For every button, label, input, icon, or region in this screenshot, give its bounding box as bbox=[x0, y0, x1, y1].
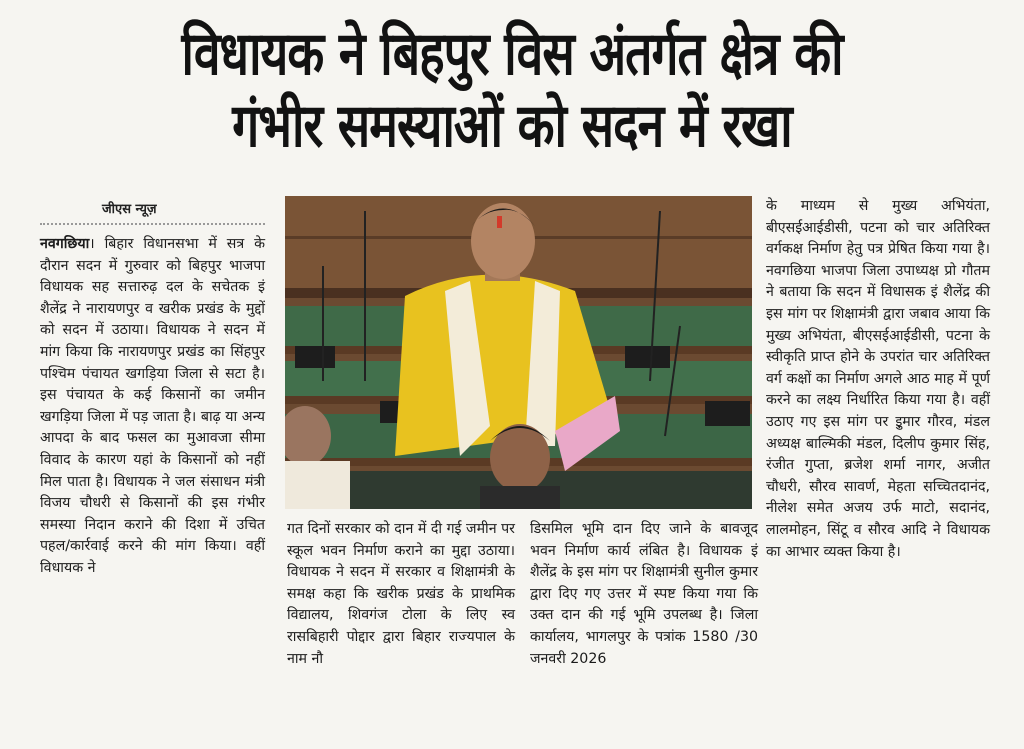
headline-line-2: गंभीर समस्याओं को सदन में रखा bbox=[232, 90, 792, 161]
article-column-2b: डिसमिल भूमि दान दिए जाने के बावजूद भवन निर्माण कार्य लंबित है। विधायक इं शैलेंद्र के इस मांग पर शिक्षामंत्री सुनील कुमार द्वारा दिए गए उत्तर में स्पष्ट किया गया कि उक्त दान की गई भूमि उपलब्ध है। जिला कार्यालय, भागलपुर के पत्रांक 1580 /30 जनवरी 2026 bbox=[530, 521, 758, 667]
column-1-text: । बिहार विधानसभा में सत्र के दौरान सदन में गुरुवार को बिहपुर भाजपा विधायक सह सत्तारुढ़ दल के सचेतक इं शैलेंद्र ने नारायणपुर व खरीक प्रखंड के मुद्दों को सदन में उठाया। विधायक ने सदन में मांग किया कि नारायणपुर प्रखंड का सिंहपुर पश्चिम पंचायत खगड़िया जिला से सटा है। इस पंचायत के कई किसानों का जमीन खगड़िया जिला में पड़ जाता है। बाढ़ या अन्य आपदा के बाद फसल का मुआवजा सीमा विवाद के कारण यहां के किसानों को नहीं मिल पाता है। विधायक ने जल संसाधन मंत्री विजय चौधरी से किसानों की इस गंभीर समस्या निदान कराने की दिशा में उचित पहल/कार्रवाई करने की मांग किया। वहीं विधायक ने bbox=[40, 236, 265, 576]
byline-text: जीएस न्यूज़ bbox=[102, 202, 157, 217]
article-column-2a: गत दिनों सरकार को दान में दी गई जमीन पर स्कूल भवन निर्माण कराने का मुद्दा उठाया। विधायक ने सदन में सरकार व शिक्षामंत्री के समक्ष कहा कि खरीक प्रखंड के प्राथमिक विद्यालय, शिवगंज टोला के लिए स्व रासबिहारी पोद्दार द्वारा बिहार राज्यपाल के नाम नौ bbox=[287, 521, 515, 667]
photo-illustration bbox=[285, 196, 752, 509]
article-column-3: के माध्यम से मुख्य अभियंता, बीएसईआईडीसी, पटना को चार अतिरिक्त वर्गकक्ष निर्माण हेतु पत्र प्रेषित किया गया है।नवगछिया भाजपा जिला उपाध्यक्ष प्रो गौतम ने बताया कि सदन में विधासक इं शैलेंद्र की इस मांग पर शिक्षामंत्री द्वारा जबाव आया कि मुख्य अभियंता, बीएसईआईडीसी, पटना के स्वीकृति प्राप्त होने के उपरांत चार अतिरिक्त वर्ग कक्षों का निर्माण अगले आठ माह में पूर्ण करने का लक्ष्य निर्धारित किया गया है। वहीं उठाए गए इस मांग पर इुमार गौरव, मंडल अध्यक्ष बाल्मिकी मंडल, दिलीप कुमार सिंह, रंजीत गुप्ता, ब्रजेश शर्मा नागर, अजीत चौधरी, सौरव सावर्ण, मेहता सच्चितदानंद, नीलेश समेत अजय उर्फ माटो, सदानंद, लालमोहन, सिंटू व सौरव आदि ने विधायक का आभार व्यक्त किया है। bbox=[766, 198, 990, 560]
headline-line-1: विधायक ने बिहपुर विस अंतर्गत क्षेत्र की bbox=[181, 18, 843, 89]
assembly-photo bbox=[285, 196, 752, 509]
dateline: नवगछिया bbox=[40, 236, 90, 252]
byline-divider bbox=[40, 223, 265, 225]
article-column-1 bbox=[40, 234, 265, 580]
